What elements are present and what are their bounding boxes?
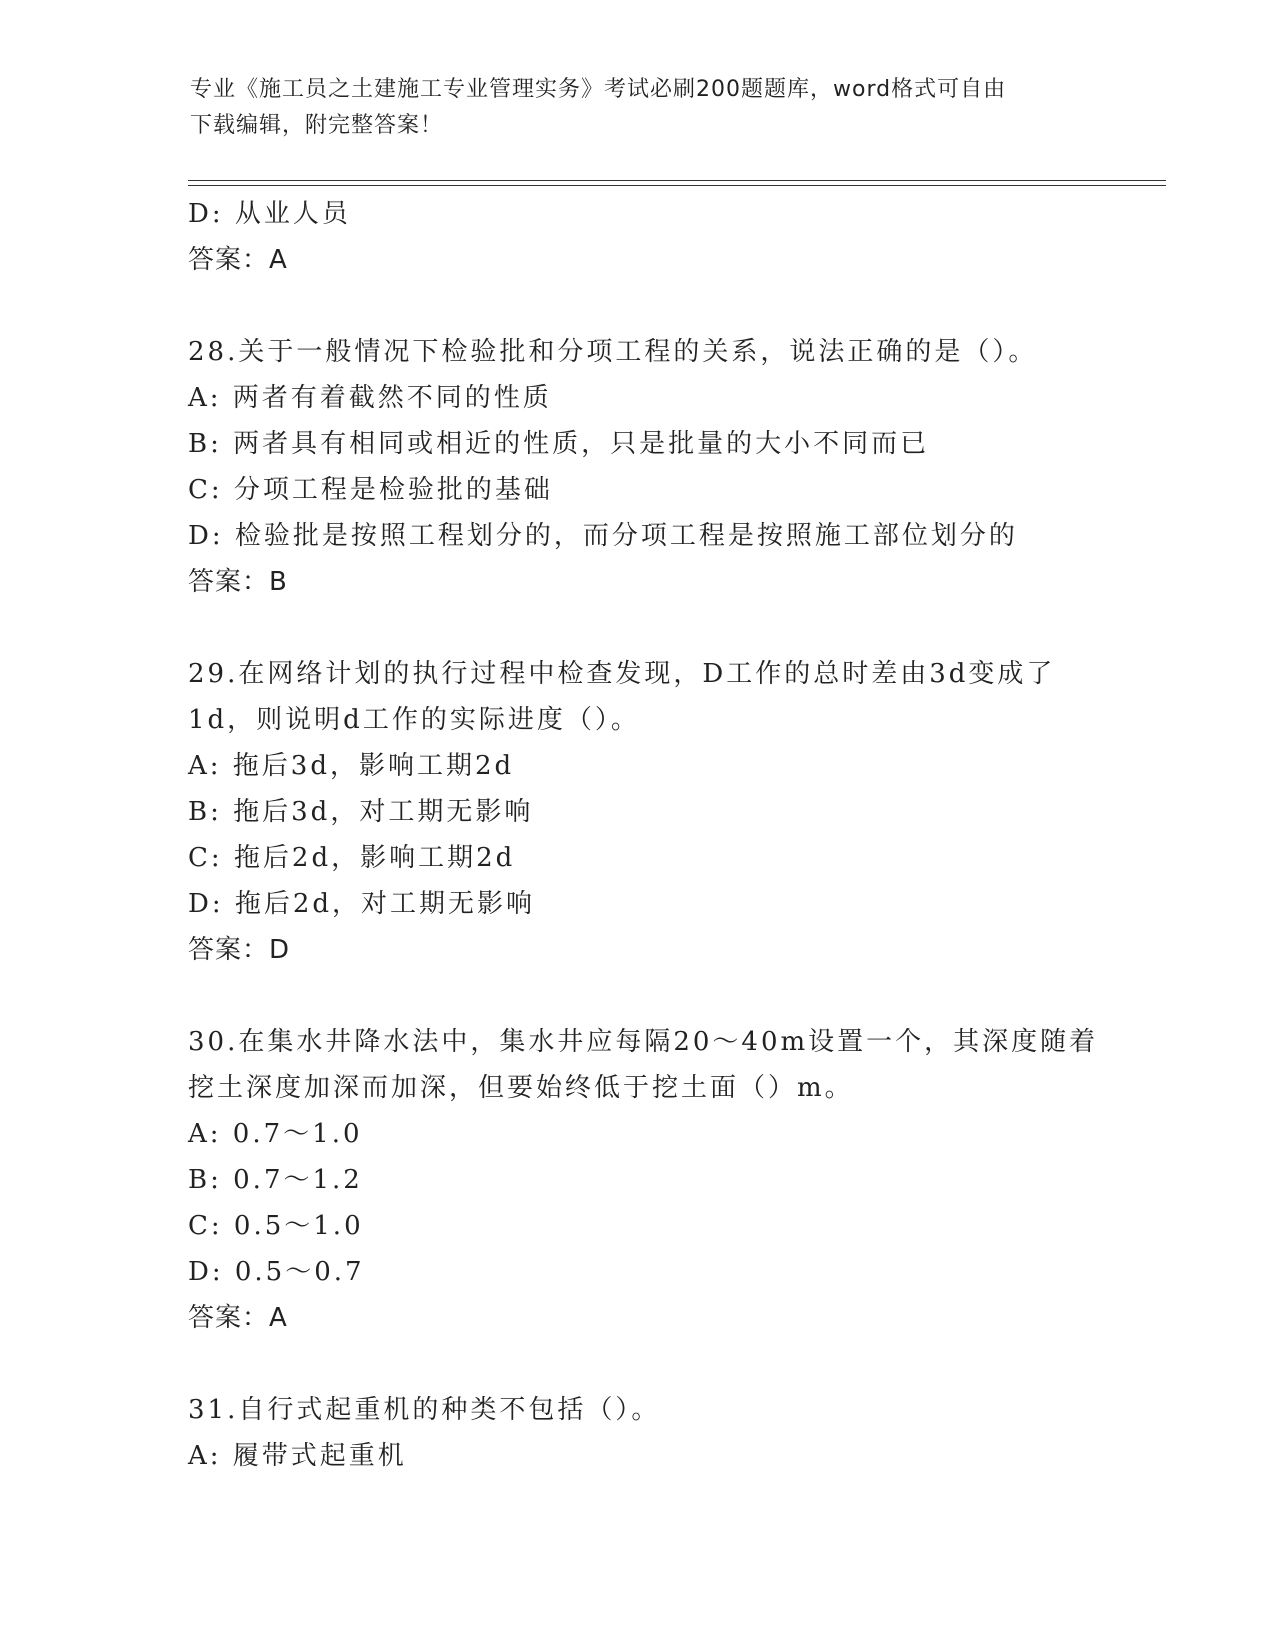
option-c: C: 拖后2d，影响工期2d <box>188 843 516 873</box>
question-block-29 <box>188 651 1148 973</box>
option-c: C: 分项工程是检验批的基础 <box>188 475 553 505</box>
header-divider-top <box>188 180 1166 181</box>
header-line-2: 下载编辑，附完整答案！ <box>190 113 444 138</box>
question-block-31 <box>188 1387 1148 1479</box>
block-spacer <box>188 973 1148 1019</box>
option-a: A: 履带式起重机 <box>188 1441 407 1471</box>
option-d: D: 检验批是按照工程划分的，而分项工程是按照施工部位划分的 <box>188 521 1018 551</box>
question-block-28 <box>188 329 1148 605</box>
block-spacer <box>188 1341 1148 1387</box>
answer-line: 答案：B <box>188 567 288 597</box>
question-stem-line-2: 挖土深度加深而加深，但要始终低于挖土面（）m。 <box>188 1073 854 1103</box>
option-b: B: 两者具有相同或相近的性质，只是批量的大小不同而已 <box>188 429 930 459</box>
question-stem-line-2: 1d，则说明d工作的实际进度（）。 <box>188 705 640 735</box>
document-header <box>190 72 1070 144</box>
option-d: D: 从业人员 <box>188 199 351 229</box>
question-list <box>188 191 1148 1479</box>
option-c: C: 0.5～1.0 <box>188 1211 364 1241</box>
block-spacer <box>188 283 1148 329</box>
option-d: D: 拖后2d，对工期无影响 <box>188 889 536 919</box>
question-stem-line-1: 29.在网络计划的执行过程中检查发现，D工作的总时差由3d变成了 <box>188 659 1056 689</box>
question-stem: 31.自行式起重机的种类不包括（）。 <box>188 1395 661 1425</box>
option-a: A: 0.7～1.0 <box>188 1119 363 1149</box>
option-a: A: 拖后3d，影响工期2d <box>188 751 515 781</box>
question-block-27 <box>188 191 1148 283</box>
option-d: D: 0.5～0.7 <box>188 1257 365 1287</box>
question-stem-line-1: 30.在集水井降水法中，集水井应每隔20～40m设置一个，其深度随着 <box>188 1027 1099 1057</box>
header-divider-bottom <box>188 185 1166 186</box>
block-spacer <box>188 605 1148 651</box>
question-stem: 28.关于一般情况下检验批和分项工程的关系，说法正确的是（）。 <box>188 337 1038 367</box>
option-b: B: 0.7～1.2 <box>188 1165 363 1195</box>
header-line-1: 专业《施工员之土建施工专业管理实务》考试必刷200题题库，word格式可自由 <box>190 77 1007 102</box>
answer-line: 答案：D <box>188 935 291 965</box>
question-block-30 <box>188 1019 1148 1341</box>
answer-line: 答案：A <box>188 245 288 275</box>
answer-line: 答案：A <box>188 1303 288 1333</box>
option-b: B: 拖后3d，对工期无影响 <box>188 797 534 827</box>
option-a: A: 两者有着截然不同的性质 <box>188 383 552 413</box>
